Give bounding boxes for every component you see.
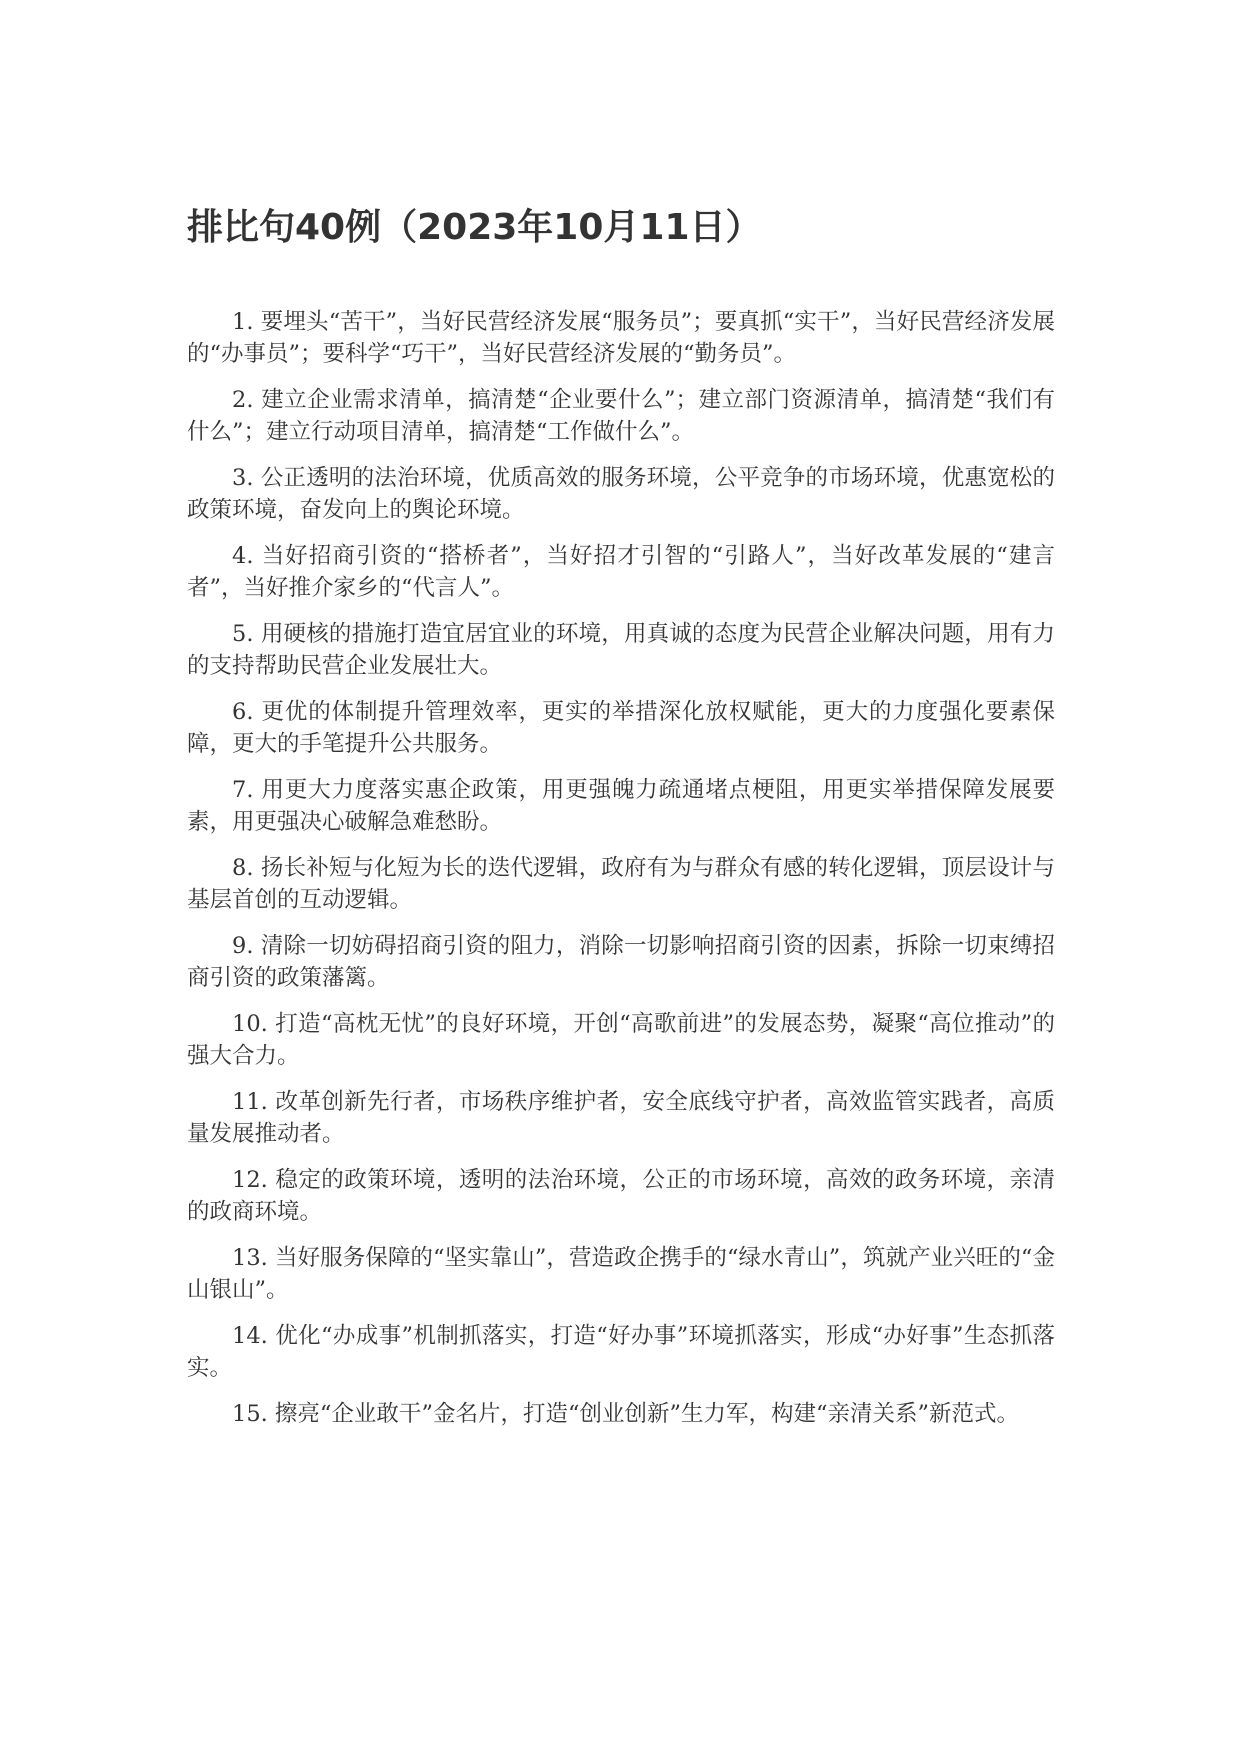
paragraph-12: 12. 稳定的政策环境，透明的法治环境，公正的市场环境，高效的政务环境，亲清的政商环境。 (187, 1167, 1055, 1225)
paragraph-14: 14. 优化“办成事”机制抓落实，打造“好办事”环境抓落实，形成“办好事”生态抓落实。 (187, 1323, 1055, 1381)
paragraph-5: 5. 用硬核的措施打造宜居宜业的环境，用真诚的态度为民营企业解决问题，用有力的支持帮助民营企业发展壮大。 (187, 621, 1055, 679)
paragraph-2: 2. 建立企业需求清单，搞清楚“企业要什么”；建立部门资源清单，搞清楚“我们有什么”；建立行动项目清单，搞清楚“工作做什么”。 (187, 387, 1055, 445)
paragraph-7: 7. 用更大力度落实惠企政策，用更强魄力疏通堵点梗阻，用更实举措保障发展要素，用更强决心破解急难愁盼。 (187, 777, 1055, 835)
paragraph-10: 10. 打造“高枕无忧”的良好环境，开创“高歌前进”的发展态势，凝聚“高位推动”的强大合力。 (187, 1011, 1055, 1069)
paragraph-6: 6. 更优的体制提升管理效率，更实的举措深化放权赋能，更大的力度强化要素保障，更大的手笔提升公共服务。 (187, 699, 1055, 757)
paragraph-15: 15. 擦亮“企业敢干”金名片，打造“创业创新”生力军，构建“亲清关系”新范式。 (232, 1401, 1019, 1427)
document-title: 排比句40例（2023年10月11日） (187, 207, 762, 248)
paragraph-11: 11. 改革创新先行者，市场秩序维护者，安全底线守护者，高效监管实践者，高质量发展推动者。 (187, 1089, 1055, 1147)
paragraph-13: 13. 当好服务保障的“坚实靠山”，营造政企携手的“绿水青山”，筑就产业兴旺的“金山银山”。 (187, 1245, 1055, 1303)
paragraph-3: 3. 公正透明的法治环境，优质高效的服务环境，公平竞争的市场环境，优惠宽松的政策环境，奋发向上的舆论环境。 (187, 465, 1055, 523)
paragraph-1: 1. 要埋头“苦干”，当好民营经济发展“服务员”；要真抓“实干”，当好民营经济发展的“办事员”；要科学“巧干”，当好民营经济发展的“勤务员”。 (187, 309, 1055, 367)
paragraph-8: 8. 扬长补短与化短为长的迭代逻辑，政府有为与群众有感的转化逻辑，顶层设计与基层首创的互动逻辑。 (187, 855, 1055, 913)
document-body (187, 306, 1055, 1444)
paragraph-4: 4. 当好招商引资的“搭桥者”，当好招才引智的“引路人”，当好改革发展的“建言者”，当好推介家乡的“代言人”。 (187, 543, 1055, 601)
paragraph-9: 9. 清除一切妨碍招商引资的阻力，消除一切影响招商引资的因素，拆除一切束缚招商引资的政策藩篱。 (187, 933, 1055, 991)
